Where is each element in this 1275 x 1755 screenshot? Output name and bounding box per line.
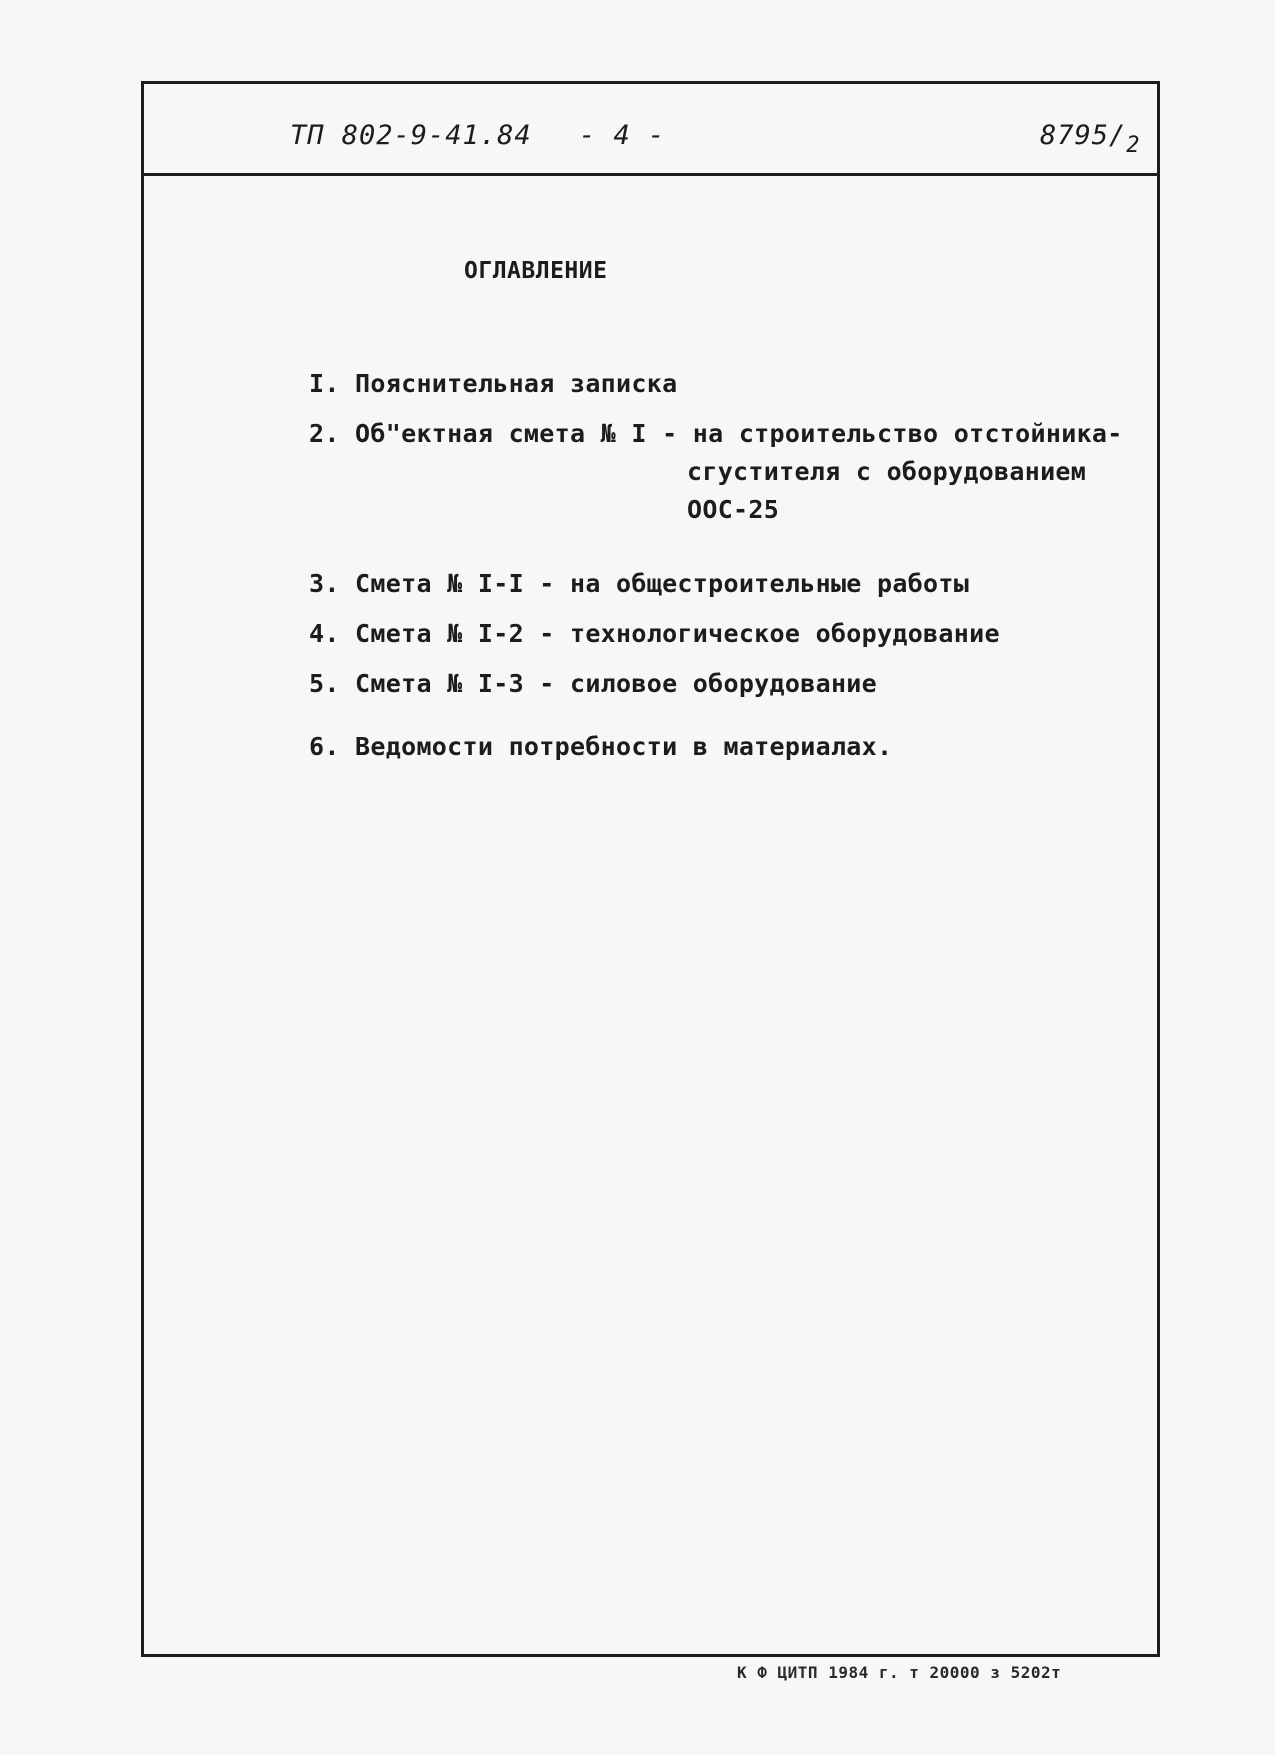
printer-imprint: К Ф ЦИТП 1984 г. т 20000 з 5202т <box>737 1663 1062 1682</box>
toc-item-3: 3. Смета № I-I - на общестроительные работы <box>309 569 970 598</box>
sheet-number-main: 8795/ <box>1040 120 1127 151</box>
toc-item-4: 4. Смета № I-2 - технологическое оборудование <box>309 619 1000 648</box>
page-frame <box>141 81 1160 1657</box>
toc-item-2-line-3: ООС-25 <box>687 495 780 524</box>
page-number: - 4 - <box>579 120 666 151</box>
toc-item-2-line-2: сгустителя с оборудованием <box>687 457 1087 486</box>
document-code: ТП 802-9-41.84 <box>290 120 532 151</box>
toc-item-2-line-1: 2. Об"ектная смета № I - на строительство отстойника- <box>309 419 1123 448</box>
sheet-number-sub: 2 <box>1126 133 1141 158</box>
toc-title: ОГЛАВЛЕНИЕ <box>464 258 608 284</box>
toc-item-6: 6. Ведомости потребности в материалах. <box>309 732 893 761</box>
toc-item-1: I. Пояснительная записка <box>309 369 678 398</box>
toc-item-5: 5. Смета № I-3 - силовое оборудование <box>309 669 877 698</box>
sheet-number <box>1040 120 1141 158</box>
header-divider <box>144 173 1157 176</box>
